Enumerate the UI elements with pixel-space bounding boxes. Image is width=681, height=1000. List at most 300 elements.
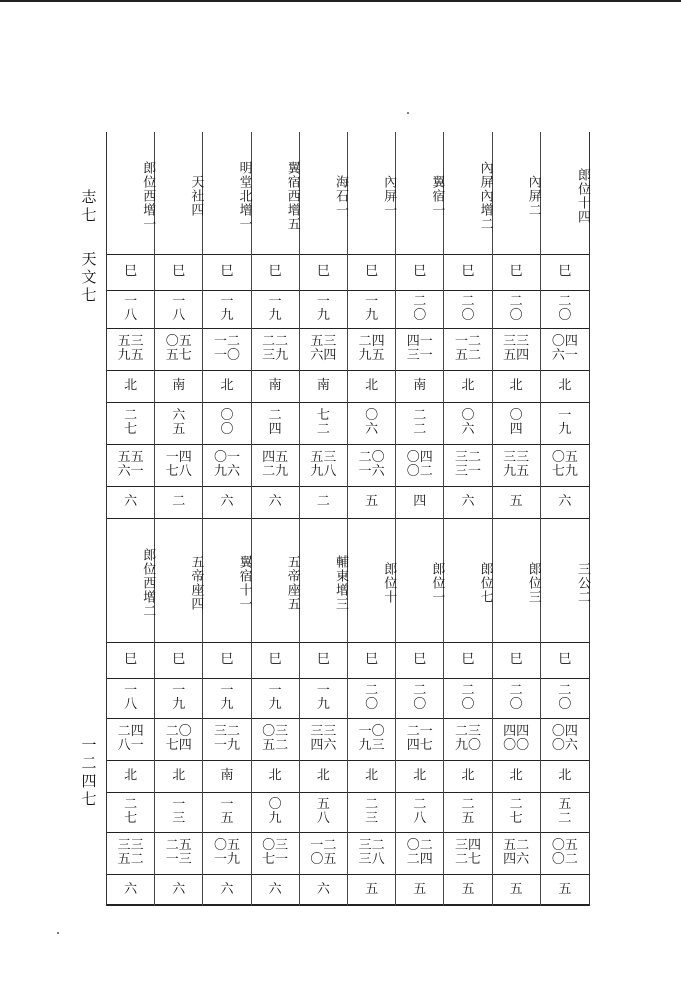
value-stack xyxy=(118,725,144,753)
magnitude-cell: 六 xyxy=(172,882,186,897)
value-stack xyxy=(269,684,282,712)
value-char: 〇 xyxy=(413,308,427,323)
value-stack xyxy=(310,839,336,867)
value-stack xyxy=(365,295,378,323)
value-char: 一 xyxy=(268,294,282,309)
value-stack xyxy=(359,451,385,479)
value-stack xyxy=(461,684,474,712)
star-catalog-table xyxy=(106,132,590,906)
value-stack xyxy=(172,295,185,323)
direction-cell: 北 xyxy=(558,378,572,393)
value-char: 一 xyxy=(124,294,138,309)
value-cell xyxy=(107,718,154,760)
table-column xyxy=(300,132,348,906)
value-char: 二 xyxy=(461,797,475,812)
value-char: 六 xyxy=(365,422,379,437)
value-stack xyxy=(172,798,185,826)
value-char: 〇 xyxy=(509,697,523,712)
margin-char: 一 xyxy=(81,736,97,754)
direction-cell: 北 xyxy=(316,768,330,783)
value-char: 二 xyxy=(509,797,523,812)
value-stack xyxy=(214,839,240,867)
value-line: 二七 xyxy=(454,852,481,867)
direction-cell: 南 xyxy=(268,378,282,393)
value-char: 九 xyxy=(268,697,282,712)
value-cell xyxy=(444,832,491,874)
value-cell xyxy=(203,444,250,486)
value-stack xyxy=(552,335,578,363)
magnitude-cell: 六 xyxy=(268,494,282,509)
magnitude-cell: 六 xyxy=(220,882,234,897)
hour-branch-cell: 巳 xyxy=(172,652,186,667)
star-name: 三公二 xyxy=(574,562,590,604)
value-stack xyxy=(124,409,137,437)
value-stack xyxy=(413,295,426,323)
value-stack xyxy=(118,451,144,479)
value-stack xyxy=(317,684,330,712)
value-cell xyxy=(348,290,395,328)
direction-cell: 北 xyxy=(124,378,138,393)
value-line: 七四 xyxy=(165,738,192,753)
value-line: 一二 xyxy=(310,838,337,853)
value-cell xyxy=(300,402,347,444)
hour-branch-cell: 巳 xyxy=(316,652,330,667)
value-char: 三 xyxy=(172,811,186,826)
value-line: 五二 xyxy=(262,738,289,753)
value-char: 二 xyxy=(413,683,427,698)
value-line: 五二 xyxy=(117,852,144,867)
value-line: 四五 xyxy=(262,450,289,465)
value-stack xyxy=(510,295,523,323)
value-stack xyxy=(172,409,185,437)
value-cell xyxy=(107,832,154,874)
page-number-text xyxy=(78,736,100,808)
value-line: 四一 xyxy=(406,334,433,349)
value-line: 九六 xyxy=(213,464,240,479)
star-name: 明堂北增一 xyxy=(236,161,252,231)
value-cell xyxy=(203,718,250,760)
value-line: 三三 xyxy=(503,450,530,465)
value-stack xyxy=(503,839,529,867)
hour-branch-cell: 巳 xyxy=(461,652,475,667)
value-char: 二 xyxy=(558,683,572,698)
value-line: 三三 xyxy=(310,724,337,739)
value-line: 四六 xyxy=(503,852,530,867)
value-cell xyxy=(493,328,540,370)
value-cell xyxy=(541,718,589,760)
star-name: 翼宿西增五 xyxy=(284,161,300,231)
hour-branch-cell: 巳 xyxy=(461,264,475,279)
value-cell xyxy=(252,718,299,760)
value-line: 〇五 xyxy=(551,838,578,853)
value-line: 二二 xyxy=(262,334,289,349)
value-stack xyxy=(124,295,137,323)
value-char: 二 xyxy=(413,422,427,437)
hour-branch-cell: 巳 xyxy=(413,652,427,667)
value-char: 一 xyxy=(172,797,186,812)
section-label xyxy=(78,250,100,304)
hour-branch-cell: 巳 xyxy=(365,652,379,667)
value-stack xyxy=(461,295,474,323)
hour-branch-cell: 巳 xyxy=(124,652,138,667)
value-char: 六 xyxy=(461,422,475,437)
value-line: 五五 xyxy=(117,450,144,465)
value-char: 二 xyxy=(558,811,572,826)
magnitude-cell: 五 xyxy=(509,494,523,509)
value-char: 九 xyxy=(172,697,186,712)
hour-branch-cell: 巳 xyxy=(558,264,572,279)
value-cell xyxy=(252,444,299,486)
hour-branch-cell: 巳 xyxy=(316,264,330,279)
margin-char: 二 xyxy=(81,754,97,772)
value-char: 七 xyxy=(124,422,138,437)
value-stack xyxy=(214,451,240,479)
star-name: 郎位十四 xyxy=(574,168,590,224)
value-cell xyxy=(493,402,540,444)
value-cell xyxy=(107,290,154,328)
value-char: 一 xyxy=(268,683,282,698)
value-stack xyxy=(407,725,433,753)
value-cell xyxy=(300,290,347,328)
value-stack xyxy=(166,839,192,867)
value-cell xyxy=(493,444,540,486)
value-char: 二 xyxy=(461,683,475,698)
value-cell xyxy=(396,402,443,444)
chapter-label xyxy=(78,188,100,224)
value-cell xyxy=(300,832,347,874)
value-stack xyxy=(262,335,288,363)
star-name: 天社四 xyxy=(188,175,204,217)
value-cell xyxy=(300,718,347,760)
hour-branch-cell: 巳 xyxy=(268,652,282,667)
value-cell xyxy=(155,792,202,832)
value-cell xyxy=(348,402,395,444)
table-column xyxy=(348,132,396,906)
direction-cell: 北 xyxy=(172,768,186,783)
value-cell xyxy=(300,328,347,370)
value-stack xyxy=(413,798,426,826)
margin-char: 七 xyxy=(81,790,97,808)
value-line: 三九 xyxy=(262,348,289,363)
value-line: 二四 xyxy=(406,852,433,867)
value-cell xyxy=(541,792,589,832)
value-line: 七九 xyxy=(551,464,578,479)
value-cell xyxy=(396,328,443,370)
value-char: 五 xyxy=(172,422,186,437)
value-stack xyxy=(220,295,233,323)
value-stack xyxy=(124,798,137,826)
value-stack xyxy=(262,725,288,753)
table-column xyxy=(493,132,541,906)
value-char: 〇 xyxy=(558,697,572,712)
value-stack xyxy=(365,798,378,826)
value-stack xyxy=(310,725,336,753)
value-cell xyxy=(252,792,299,832)
value-char: 一 xyxy=(558,408,572,423)
value-cell xyxy=(155,718,202,760)
value-line: 二〇 xyxy=(165,724,192,739)
value-char: 九 xyxy=(268,811,282,826)
value-line: 一六 xyxy=(358,464,385,479)
value-char: 九 xyxy=(365,308,379,323)
magnitude-cell: 六 xyxy=(268,882,282,897)
value-char: 〇 xyxy=(461,697,475,712)
value-char: 二 xyxy=(461,294,475,309)
value-line: 〇五 xyxy=(165,334,192,349)
value-stack xyxy=(413,409,426,437)
value-line: 〇一 xyxy=(213,450,240,465)
value-cell xyxy=(444,678,491,718)
value-cell xyxy=(203,328,250,370)
value-cell xyxy=(252,832,299,874)
value-line: 二四 xyxy=(358,334,385,349)
value-char: 二 xyxy=(558,294,572,309)
direction-cell: 南 xyxy=(413,378,427,393)
value-stack xyxy=(558,295,571,323)
star-name: 海石一 xyxy=(332,175,348,217)
value-cell xyxy=(155,444,202,486)
hour-branch-cell: 巳 xyxy=(413,264,427,279)
value-cell xyxy=(107,328,154,370)
hour-branch-cell: 巳 xyxy=(558,652,572,667)
hour-branch-cell: 巳 xyxy=(124,264,138,279)
hour-branch-cell: 巳 xyxy=(509,264,523,279)
star-name: 郎位七 xyxy=(477,562,493,604)
speck-mark xyxy=(57,932,59,934)
star-name: 郎位西增二 xyxy=(140,548,156,618)
value-cell xyxy=(107,678,154,718)
value-char: 三 xyxy=(365,811,379,826)
value-cell xyxy=(493,832,540,874)
magnitude-cell: 五 xyxy=(365,494,379,509)
value-stack xyxy=(503,451,529,479)
value-line: 七一 xyxy=(262,852,289,867)
hour-branch-cell: 巳 xyxy=(220,264,234,279)
value-char: 二 xyxy=(316,422,330,437)
value-stack xyxy=(359,839,385,867)
magnitude-cell: 五 xyxy=(365,882,379,897)
value-stack xyxy=(214,335,240,363)
value-cell xyxy=(155,832,202,874)
value-char: 〇 xyxy=(461,308,475,323)
value-stack xyxy=(262,839,288,867)
margin-char: 四 xyxy=(81,772,97,790)
value-char: 七 xyxy=(316,408,330,423)
value-line: 〇五 xyxy=(310,852,337,867)
value-cell xyxy=(541,328,589,370)
star-name: 五帝座四 xyxy=(188,555,204,611)
value-stack xyxy=(359,335,385,363)
value-stack xyxy=(552,725,578,753)
value-stack xyxy=(124,684,137,712)
value-line: 二五 xyxy=(165,838,192,853)
value-cell xyxy=(107,444,154,486)
table-column xyxy=(203,132,251,906)
star-name: 內屏二 xyxy=(525,175,541,217)
value-stack xyxy=(317,409,330,437)
star-name: 翼宿十一 xyxy=(236,555,252,611)
value-line: 〇二 xyxy=(406,464,433,479)
magnitude-cell: 六 xyxy=(124,882,138,897)
value-stack xyxy=(310,451,336,479)
value-cell xyxy=(493,792,540,832)
value-stack xyxy=(118,335,144,363)
value-stack xyxy=(269,295,282,323)
value-char: 八 xyxy=(316,811,330,826)
direction-cell: 南 xyxy=(220,768,234,783)
value-line: 一〇 xyxy=(213,348,240,363)
value-cell xyxy=(348,832,395,874)
value-stack xyxy=(359,725,385,753)
value-stack xyxy=(552,839,578,867)
value-char: 四 xyxy=(268,422,282,437)
value-stack xyxy=(455,725,481,753)
value-line: 四六 xyxy=(310,738,337,753)
table-column xyxy=(541,132,589,906)
value-stack xyxy=(407,839,433,867)
value-stack xyxy=(365,409,378,437)
value-stack xyxy=(166,725,192,753)
star-name: 郎位西增一 xyxy=(140,161,156,231)
value-line: 〇五 xyxy=(213,838,240,853)
value-stack xyxy=(558,798,571,826)
value-cell xyxy=(444,328,491,370)
value-line: 五二 xyxy=(503,838,530,853)
value-stack xyxy=(413,684,426,712)
value-char: 四 xyxy=(509,422,523,437)
value-line: 三三 xyxy=(503,334,530,349)
value-line: 〇五 xyxy=(551,450,578,465)
direction-cell: 北 xyxy=(509,768,523,783)
value-cell xyxy=(107,792,154,832)
value-line: 七八 xyxy=(165,464,192,479)
value-cell xyxy=(203,678,250,718)
value-char: 一 xyxy=(124,683,138,698)
hour-branch-cell: 巳 xyxy=(268,264,282,279)
magnitude-cell: 四 xyxy=(413,494,427,509)
value-stack xyxy=(269,409,282,437)
value-cell xyxy=(493,290,540,328)
value-cell xyxy=(541,402,589,444)
value-line: 〇〇 xyxy=(503,738,530,753)
direction-cell: 北 xyxy=(413,768,427,783)
value-line: 二九 xyxy=(262,464,289,479)
value-char: 九 xyxy=(558,422,572,437)
magnitude-cell: 六 xyxy=(124,494,138,509)
value-line: 三四 xyxy=(454,838,481,853)
value-cell xyxy=(493,718,540,760)
star-name: 內屏內增二 xyxy=(477,161,493,231)
value-stack xyxy=(503,335,529,363)
value-stack xyxy=(262,451,288,479)
margin-char: 七 xyxy=(81,286,97,304)
value-char: 〇 xyxy=(461,408,475,423)
direction-cell: 南 xyxy=(316,378,330,393)
value-line: 二四 xyxy=(117,724,144,739)
hour-branch-cell: 巳 xyxy=(172,264,186,279)
direction-cell: 北 xyxy=(509,378,523,393)
value-cell xyxy=(444,290,491,328)
value-stack xyxy=(455,451,481,479)
value-cell xyxy=(444,792,491,832)
value-char: 〇 xyxy=(558,308,572,323)
hour-branch-cell: 巳 xyxy=(365,264,379,279)
value-char: 二 xyxy=(509,683,523,698)
magnitude-cell: 六 xyxy=(461,494,475,509)
magnitude-cell: 六 xyxy=(316,882,330,897)
magnitude-cell: 五 xyxy=(413,882,427,897)
value-line: 五三 xyxy=(117,334,144,349)
value-line: 六一 xyxy=(117,464,144,479)
value-line: 三八 xyxy=(358,852,385,867)
value-stack xyxy=(269,798,282,826)
value-line: 〇四 xyxy=(551,724,578,739)
value-line: 四四 xyxy=(503,724,530,739)
value-line: 五二 xyxy=(454,348,481,363)
value-cell xyxy=(444,402,491,444)
hour-branch-cell: 巳 xyxy=(509,652,523,667)
value-char: 一 xyxy=(316,683,330,698)
value-char: 〇 xyxy=(509,308,523,323)
value-line: 九八 xyxy=(310,464,337,479)
value-cell xyxy=(396,792,443,832)
value-char: 二 xyxy=(365,797,379,812)
value-cell xyxy=(541,678,589,718)
value-stack xyxy=(455,839,481,867)
value-stack xyxy=(220,798,233,826)
value-cell xyxy=(541,290,589,328)
value-stack xyxy=(510,798,523,826)
value-char: 一 xyxy=(220,294,234,309)
value-cell xyxy=(203,832,250,874)
value-char: 〇 xyxy=(413,697,427,712)
magnitude-cell: 二 xyxy=(316,494,330,509)
value-cell xyxy=(155,290,202,328)
value-line: 二三 xyxy=(454,724,481,739)
value-cell xyxy=(493,678,540,718)
value-char: 九 xyxy=(316,697,330,712)
value-char: 〇 xyxy=(365,697,379,712)
magnitude-cell: 二 xyxy=(172,494,186,509)
value-line: 五七 xyxy=(165,348,192,363)
value-cell xyxy=(252,678,299,718)
value-char: 一 xyxy=(365,294,379,309)
direction-cell: 南 xyxy=(172,378,186,393)
value-char: 九 xyxy=(220,697,234,712)
value-line: 三三 xyxy=(117,838,144,853)
star-name: 內屏一 xyxy=(381,175,397,217)
value-stack xyxy=(214,725,240,753)
value-cell xyxy=(348,328,395,370)
value-line: 九三 xyxy=(358,738,385,753)
value-line: 三二 xyxy=(213,724,240,739)
hour-branch-cell: 巳 xyxy=(220,652,234,667)
direction-cell: 北 xyxy=(365,378,379,393)
value-stack xyxy=(220,409,233,437)
value-stack xyxy=(172,684,185,712)
value-line: 九五 xyxy=(358,348,385,363)
value-line: 六四 xyxy=(310,348,337,363)
direction-cell: 北 xyxy=(461,768,475,783)
value-char: 二 xyxy=(413,797,427,812)
value-char: 二 xyxy=(413,408,427,423)
value-cell xyxy=(348,678,395,718)
value-cell xyxy=(348,718,395,760)
value-line: 〇四 xyxy=(551,334,578,349)
value-line: 九〇 xyxy=(454,738,481,753)
value-stack xyxy=(220,684,233,712)
direction-cell: 北 xyxy=(558,768,572,783)
